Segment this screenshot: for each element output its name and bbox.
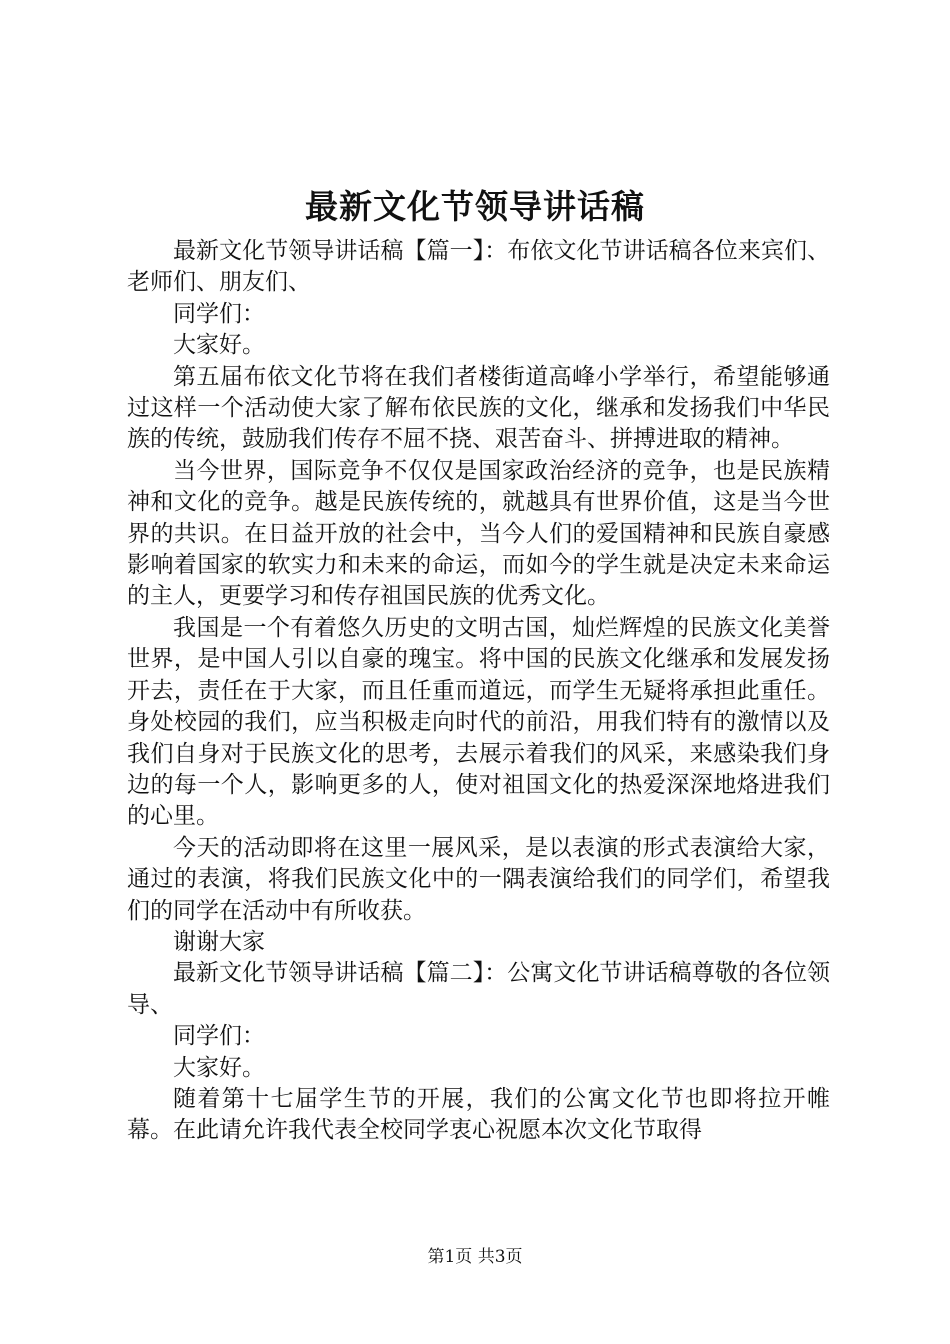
paragraph: 第五届布依文化节将在我们者楼街道高峰小学举行，希望能够通过这样一个活动使大家了解布依民族的文化，继承和发扬我们中华民族的传统，鼓励我们传存不屈不挠、艰苦奋斗、拼搏进取的精神。	[127, 363, 830, 453]
paragraph: 同学们：	[173, 300, 265, 327]
paragraph: 随着第十七届学生节的开展，我们的公寓文化节也即将拉开帷幕。在此请允许我代表全校同学衷心祝愿本次文化节取得	[127, 1085, 830, 1144]
paragraph: 大家好。	[173, 332, 265, 359]
paragraph: 最新文化节领导讲话稿【篇一】：布依文化节讲话稿各位来宾们、老师们、朋友们、	[127, 238, 830, 296]
page-number-footer: 第1页 共3页	[427, 1247, 523, 1267]
paragraph: 我国是一个有着悠久历史的文明古国，灿烂辉煌的民族文化美誉世界，是中国人引以自豪的瑰宝。将中国的民族文化继承和发展发扬开去，责任在于大家，而且任重而道远，而学生无疑将承担此重任。身处校园的我们，应当积极走向时代的前沿，用我们特有的激情以及我们自身对于民族文化的思考，去展示着我们的风采，来感染我们身边的每一个人，影响更多的人，使对祖国文化的热爱深深地烙进我们的心里。	[127, 614, 830, 830]
paragraph: 最新文化节领导讲话稿【篇二】：公寓文化节讲话稿尊敬的各位领导、	[127, 960, 830, 1018]
paragraph: 谢谢大家	[173, 928, 265, 955]
paragraph: 同学们：	[173, 1023, 265, 1050]
document-title: 最新文化节领导讲话稿	[305, 187, 645, 226]
paragraph: 当今世界，国际竞争不仅仅是国家政治经济的竞争，也是民族精神和文化的竞争。越是民族传统的，就越具有世界价值，这是当今世界的共识。在日益开放的社会中，当今人们的爱国精神和民族自豪感影响着国家的软实力和未来的命运，而如今的学生就是决定未来命运的主人，更要学习和传存祖国民族的优秀文化。	[127, 457, 830, 610]
document-body	[127, 236, 830, 1147]
paragraph: 今天的活动即将在这里一展风采，是以表演的形式表演给大家，通过的表演，将我们民族文化中的一隅表演给我们的同学们，希望我们的同学在活动中有所收获。	[127, 834, 830, 924]
paragraph: 大家好。	[173, 1054, 265, 1081]
